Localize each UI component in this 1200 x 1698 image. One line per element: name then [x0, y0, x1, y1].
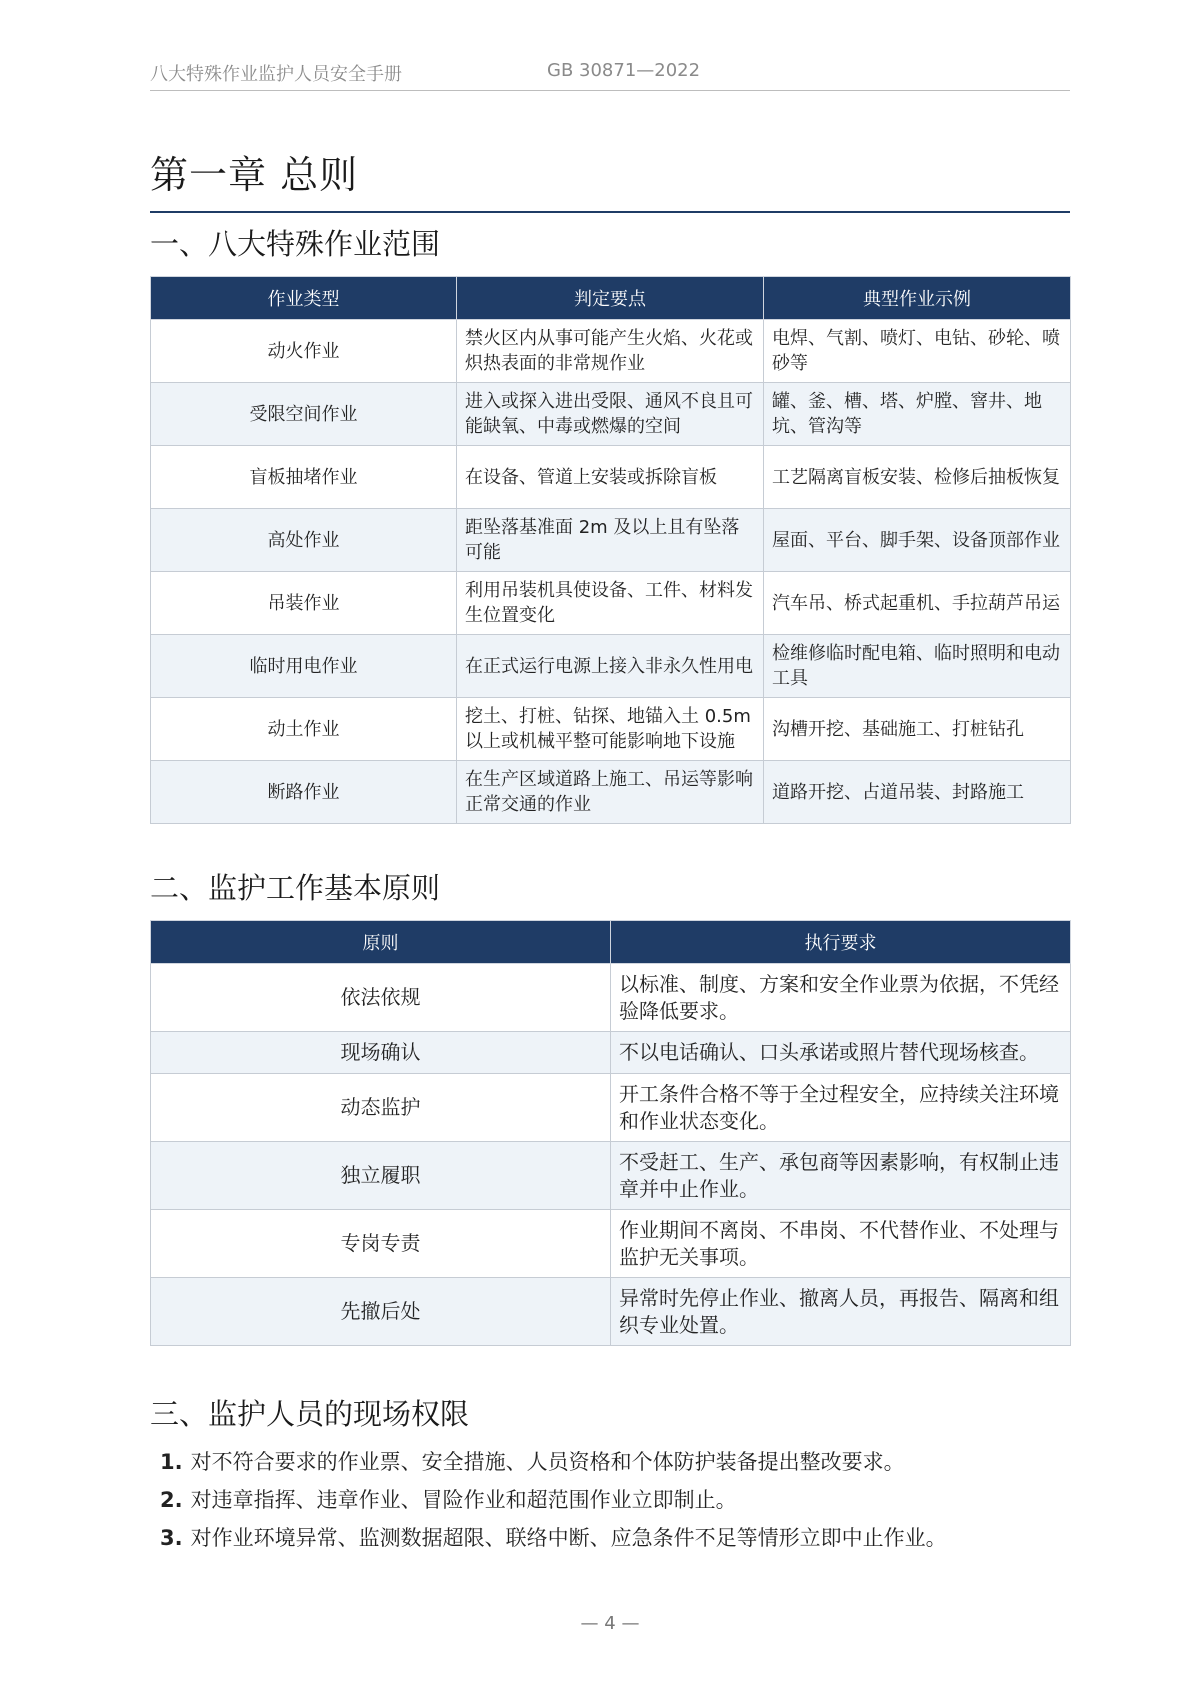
table-row: [151, 1142, 1071, 1210]
column-header: 执行要求: [611, 921, 1071, 964]
principle-cell: 专岗专责: [151, 1210, 611, 1278]
operation-type-cell: 动火作业: [151, 320, 457, 383]
principles-table: [150, 920, 1071, 1346]
examples-cell: 电焊、气割、喷灯、电钻、砂轮、喷砂等: [764, 320, 1071, 383]
operation-type-cell: 吊装作业: [151, 572, 457, 635]
operation-type-cell: 动土作业: [151, 698, 457, 761]
principle-cell: 动态监护: [151, 1074, 611, 1142]
examples-cell: 罐、釜、槽、塔、炉膛、窨井、地坑、管沟等: [764, 383, 1071, 446]
principle-cell: 现场确认: [151, 1032, 611, 1074]
table-row: [151, 446, 1071, 509]
table-row: [151, 1074, 1071, 1142]
criteria-cell: 进入或探入进出受限、通风不良且可能缺氧、中毒或燃爆的空间: [457, 383, 764, 446]
operation-type-cell: 断路作业: [151, 761, 457, 824]
list-item-text: 对作业环境异常、监测数据超限、联络中断、应急条件不足等情形立即中止作业。: [190, 1526, 947, 1550]
operation-type-cell: 高处作业: [151, 509, 457, 572]
requirement-cell: 以标准、制度、方案和安全作业票为依据，不凭经验降低要求。: [611, 964, 1071, 1032]
table-row: [151, 1210, 1071, 1278]
table-row: [151, 383, 1071, 446]
examples-cell: 道路开挖、占道吊装、封路施工: [764, 761, 1071, 824]
examples-cell: 汽车吊、桥式起重机、手拉葫芦吊运: [764, 572, 1071, 635]
authority-list: [160, 1443, 947, 1557]
examples-cell: 屋面、平台、脚手架、设备顶部作业: [764, 509, 1071, 572]
section-title-scope: 一、八大特殊作业范围: [150, 227, 441, 261]
requirement-cell: 异常时先停止作业、撤离人员，再报告、隔离和组织专业处置。: [611, 1278, 1071, 1346]
list-item-number: 2.: [160, 1488, 183, 1512]
manual-title: 八大特殊作业监护人员安全手册: [150, 64, 402, 85]
criteria-cell: 利用吊装机具使设备、工件、材料发生位置变化: [457, 572, 764, 635]
examples-cell: 检维修临时配电箱、临时照明和电动工具: [764, 635, 1071, 698]
table-row: [151, 572, 1071, 635]
operation-type-cell: 盲板抽堵作业: [151, 446, 457, 509]
principle-cell: 独立履职: [151, 1142, 611, 1210]
section-title-principles: 二、监护工作基本原则: [150, 871, 441, 905]
criteria-cell: 在正式运行电源上接入非永久性用电: [457, 635, 764, 698]
criteria-cell: 在设备、管道上安装或拆除盲板: [457, 446, 764, 509]
section-title-authority: 三、监护人员的现场权限: [150, 1397, 470, 1431]
table-row: [151, 1032, 1071, 1074]
list-item: [160, 1519, 947, 1557]
table-row: [151, 964, 1071, 1032]
principle-cell: 依法依规: [151, 964, 611, 1032]
list-item-number: 3.: [160, 1526, 183, 1550]
standard-number: GB 30871—2022: [547, 60, 701, 81]
requirement-cell: 不受赶工、生产、承包商等因素影响，有权制止违章并中止作业。: [611, 1142, 1071, 1210]
requirement-cell: 作业期间不离岗、不串岗、不代替作业、不处理与监护无关事项。: [611, 1210, 1071, 1278]
criteria-cell: 距坠落基准面 2m 及以上且有坠落可能: [457, 509, 764, 572]
table-row: [151, 320, 1071, 383]
table-row: [151, 1278, 1071, 1346]
list-item-number: 1.: [160, 1450, 183, 1474]
requirement-cell: 不以电话确认、口头承诺或照片替代现场核查。: [611, 1032, 1071, 1074]
list-item-text: 对不符合要求的作业票、安全措施、人员资格和个体防护装备提出整改要求。: [190, 1450, 905, 1474]
principle-cell: 先撤后处: [151, 1278, 611, 1346]
table-header-row: [151, 277, 1071, 320]
table-row: [151, 635, 1071, 698]
column-header: 作业类型: [151, 277, 457, 320]
examples-cell: 工艺隔离盲板安装、检修后抽板恢复: [764, 446, 1071, 509]
page-number: — 4 —: [580, 1613, 640, 1634]
operation-type-cell: 受限空间作业: [151, 383, 457, 446]
scope-table: [150, 276, 1071, 824]
examples-cell: 沟槽开挖、基础施工、打桩钻孔: [764, 698, 1071, 761]
running-header: [150, 60, 1070, 91]
list-item: [160, 1443, 947, 1481]
table-row: [151, 509, 1071, 572]
table-row: [151, 761, 1071, 824]
table-header-row: [151, 921, 1071, 964]
operation-type-cell: 临时用电作业: [151, 635, 457, 698]
column-header: 原则: [151, 921, 611, 964]
requirement-cell: 开工条件合格不等于全过程安全，应持续关注环境和作业状态变化。: [611, 1074, 1071, 1142]
table-row: [151, 698, 1071, 761]
criteria-cell: 挖土、打桩、钻探、地锚入土 0.5m 以上或机械平整可能影响地下设施: [457, 698, 764, 761]
column-header: 典型作业示例: [764, 277, 1071, 320]
column-header: 判定要点: [457, 277, 764, 320]
list-item-text: 对违章指挥、违章作业、冒险作业和超范围作业立即制止。: [190, 1488, 737, 1512]
criteria-cell: 在生产区域道路上施工、吊运等影响正常交通的作业: [457, 761, 764, 824]
list-item: [160, 1481, 947, 1519]
chapter-title: 第一章 总则: [150, 144, 1070, 213]
criteria-cell: 禁火区内从事可能产生火焰、火花或炽热表面的非常规作业: [457, 320, 764, 383]
